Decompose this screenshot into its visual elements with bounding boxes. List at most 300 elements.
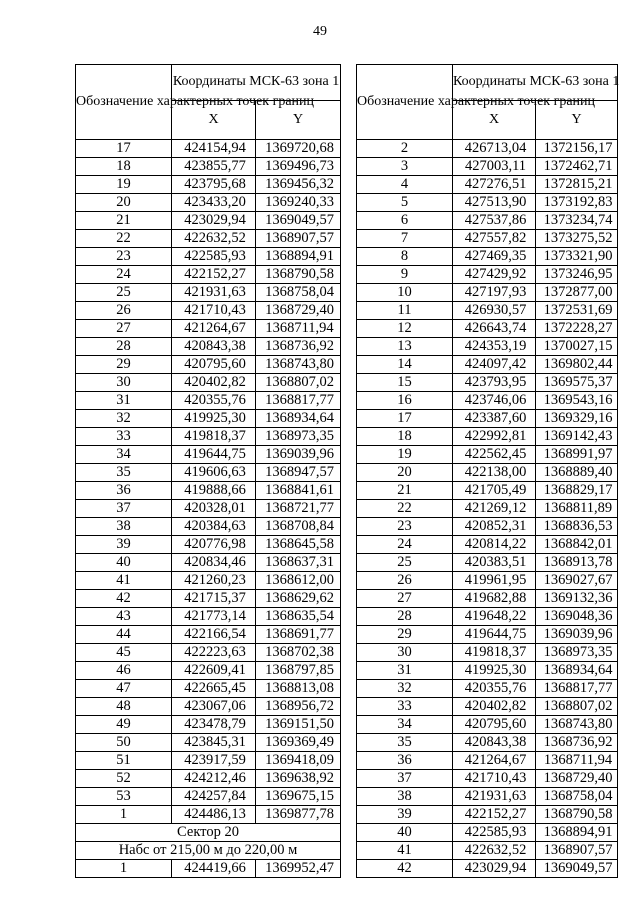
point-number: 16 (357, 392, 453, 410)
table-row (357, 374, 618, 392)
x-value: 422585,93 (453, 824, 536, 842)
point-number: 29 (357, 626, 453, 644)
y-value: 1369049,57 (536, 860, 618, 878)
point-number: 20 (357, 464, 453, 482)
x-value: 424257,84 (172, 788, 256, 806)
table-row (357, 680, 618, 698)
x-value: 424097,42 (453, 356, 536, 374)
point-number: 32 (76, 410, 172, 428)
table-row (357, 410, 618, 428)
table-row (76, 248, 341, 266)
y-value: 1368829,17 (536, 482, 618, 500)
y-value: 1369039,96 (536, 626, 618, 644)
table-row (357, 752, 618, 770)
x-value: 421705,49 (453, 482, 536, 500)
table-row (357, 158, 618, 176)
point-number: 29 (76, 356, 172, 374)
y-value: 1368934,64 (536, 662, 618, 680)
point-number: 28 (76, 338, 172, 356)
y-value: 1369039,96 (256, 446, 341, 464)
x-value: 423793,95 (453, 374, 536, 392)
y-value: 1369877,78 (256, 806, 341, 824)
y-column-header: Y (536, 100, 618, 139)
table-row (357, 500, 618, 518)
table-row (357, 464, 618, 482)
y-value: 1373192,83 (536, 194, 618, 212)
x-value: 419925,30 (453, 662, 536, 680)
x-value: 423795,68 (172, 176, 256, 194)
table-row (357, 608, 618, 626)
x-value: 419888,66 (172, 482, 256, 500)
table-row (76, 608, 341, 626)
y-value: 1368889,40 (536, 464, 618, 482)
table-row (76, 734, 341, 752)
point-number: 1 (76, 806, 172, 824)
x-value: 422152,27 (172, 266, 256, 284)
x-value: 420383,51 (453, 554, 536, 572)
table-row (76, 194, 341, 212)
y-value: 1369802,44 (536, 356, 618, 374)
y-value: 1368956,72 (256, 698, 341, 716)
y-value: 1368894,91 (536, 824, 618, 842)
point-number: 39 (357, 806, 453, 824)
x-value: 427429,92 (453, 266, 536, 284)
x-value: 419682,88 (453, 590, 536, 608)
point-number: 27 (357, 590, 453, 608)
table-row (76, 428, 341, 446)
point-number: 50 (76, 734, 172, 752)
point-number: 28 (357, 608, 453, 626)
y-value: 1368797,85 (256, 662, 341, 680)
point-number: 42 (357, 860, 453, 878)
point-number: 51 (76, 752, 172, 770)
point-number: 49 (76, 716, 172, 734)
table-row (76, 680, 341, 698)
y-value: 1372877,00 (536, 284, 618, 302)
table-row (76, 806, 341, 824)
table-row (76, 158, 341, 176)
table-row (76, 338, 341, 356)
y-value: 1368807,02 (536, 698, 618, 716)
y-value: 1369418,09 (256, 752, 341, 770)
y-value: 1369329,16 (536, 410, 618, 428)
point-number: 34 (76, 446, 172, 464)
point-number: 47 (76, 680, 172, 698)
table-row (357, 230, 618, 248)
table-row (357, 194, 618, 212)
x-value: 423387,60 (453, 410, 536, 428)
x-column-header: X (453, 100, 536, 139)
y-value: 1373321,90 (536, 248, 618, 266)
point-number: 23 (76, 248, 172, 266)
point-number: 1 (76, 860, 172, 878)
point-number: 39 (76, 536, 172, 554)
point-number: 38 (76, 518, 172, 536)
x-value: 424353,19 (453, 338, 536, 356)
table-row (357, 734, 618, 752)
point-number: 34 (357, 716, 453, 734)
point-number: 20 (76, 194, 172, 212)
point-number: 36 (357, 752, 453, 770)
point-number: 18 (357, 428, 453, 446)
right-table-body (357, 140, 618, 878)
table-row (357, 428, 618, 446)
y-value: 1368811,89 (536, 500, 618, 518)
point-number: 31 (357, 662, 453, 680)
y-value: 1372228,27 (536, 320, 618, 338)
point-number: 21 (357, 482, 453, 500)
y-value: 1368729,40 (536, 770, 618, 788)
x-value: 420402,82 (172, 374, 256, 392)
x-value: 424419,66 (172, 860, 256, 878)
table-row (76, 464, 341, 482)
point-number: 31 (76, 392, 172, 410)
table-row (76, 518, 341, 536)
x-value: 423029,94 (172, 212, 256, 230)
table-row (76, 356, 341, 374)
table-row (76, 752, 341, 770)
point-number: 7 (357, 230, 453, 248)
table-row (357, 662, 618, 680)
point-number: 24 (76, 266, 172, 284)
table-row (76, 554, 341, 572)
y-value: 1368913,78 (536, 554, 618, 572)
point-number: 22 (76, 230, 172, 248)
x-value: 420843,38 (172, 338, 256, 356)
table-row (76, 770, 341, 788)
y-value: 1368934,64 (256, 410, 341, 428)
table-row (76, 536, 341, 554)
y-value: 1368708,84 (256, 518, 341, 536)
x-value: 423433,20 (172, 194, 256, 212)
x-value: 419961,95 (453, 572, 536, 590)
table-row (76, 572, 341, 590)
table-row (357, 482, 618, 500)
y-value: 1368790,58 (256, 266, 341, 284)
table-row (76, 374, 341, 392)
y-value: 1372156,17 (536, 140, 618, 158)
x-value: 423067,06 (172, 698, 256, 716)
table-row (76, 698, 341, 716)
y-value: 1368894,91 (256, 248, 341, 266)
y-value: 1368817,77 (536, 680, 618, 698)
y-value: 1368691,77 (256, 626, 341, 644)
y-value: 1372815,21 (536, 176, 618, 194)
x-value: 422562,45 (453, 446, 536, 464)
y-value: 1368743,80 (256, 356, 341, 374)
table-row (76, 302, 341, 320)
y-value: 1368711,94 (256, 320, 341, 338)
table-row (76, 392, 341, 410)
table-row (357, 176, 618, 194)
x-value: 420355,76 (453, 680, 536, 698)
table-row (76, 212, 341, 230)
x-value: 420834,46 (172, 554, 256, 572)
x-value: 426930,57 (453, 302, 536, 320)
table-row (357, 716, 618, 734)
table-row (357, 536, 618, 554)
x-value: 421264,67 (453, 752, 536, 770)
y-value: 1370027,15 (536, 338, 618, 356)
x-value: 423029,94 (453, 860, 536, 878)
point-number: 19 (76, 176, 172, 194)
x-value: 419648,22 (453, 608, 536, 626)
y-value: 1373246,95 (536, 266, 618, 284)
y-value: 1373275,52 (536, 230, 618, 248)
point-designation-header: Обозначение характерных точек границ (76, 65, 172, 140)
y-value: 1369369,49 (256, 734, 341, 752)
sector-label: Сектор 20 (76, 824, 341, 842)
y-value: 1368758,04 (536, 788, 618, 806)
point-number: 4 (357, 176, 453, 194)
y-value: 1368807,02 (256, 374, 341, 392)
table-row (76, 320, 341, 338)
y-value: 1368841,61 (256, 482, 341, 500)
y-value: 1369132,36 (536, 590, 618, 608)
table-row (357, 338, 618, 356)
y-value: 1368842,01 (536, 536, 618, 554)
x-value: 420795,60 (172, 356, 256, 374)
y-value: 1368790,58 (536, 806, 618, 824)
x-value: 422632,52 (172, 230, 256, 248)
table-row (76, 176, 341, 194)
y-value: 1369720,68 (256, 140, 341, 158)
point-number: 41 (76, 572, 172, 590)
coordinates-header: Координаты МСК-63 зона 1 (453, 65, 618, 101)
table-row (357, 572, 618, 590)
point-number: 38 (357, 788, 453, 806)
x-value: 421710,43 (453, 770, 536, 788)
table-row (357, 140, 618, 158)
point-number: 53 (76, 788, 172, 806)
x-value: 422992,81 (453, 428, 536, 446)
table-row (357, 266, 618, 284)
point-number: 12 (357, 320, 453, 338)
x-value: 422585,93 (172, 248, 256, 266)
y-value: 1368711,94 (536, 752, 618, 770)
point-number: 17 (357, 410, 453, 428)
x-value: 421264,67 (172, 320, 256, 338)
table-row (357, 392, 618, 410)
y-value: 1368721,77 (256, 500, 341, 518)
point-number: 22 (357, 500, 453, 518)
point-number: 33 (357, 698, 453, 716)
x-value: 427537,86 (453, 212, 536, 230)
x-value: 419644,75 (172, 446, 256, 464)
point-number: 25 (76, 284, 172, 302)
x-value: 423478,79 (172, 716, 256, 734)
table-row (357, 644, 618, 662)
table-row (357, 446, 618, 464)
table-row (76, 590, 341, 608)
point-number: 43 (76, 608, 172, 626)
x-value: 420355,76 (172, 392, 256, 410)
x-value: 421260,23 (172, 572, 256, 590)
y-value: 1368612,00 (256, 572, 341, 590)
point-number: 3 (357, 158, 453, 176)
point-number: 46 (76, 662, 172, 680)
table-row (357, 698, 618, 716)
x-value: 422609,41 (172, 662, 256, 680)
table-row (357, 770, 618, 788)
x-value: 426643,74 (453, 320, 536, 338)
coordinates-table-right (356, 64, 618, 878)
point-number: 26 (76, 302, 172, 320)
x-value: 424154,94 (172, 140, 256, 158)
table-row (357, 788, 618, 806)
y-value: 1369675,15 (256, 788, 341, 806)
y-value: 1369575,37 (536, 374, 618, 392)
x-value: 421269,12 (453, 500, 536, 518)
x-value: 427276,51 (453, 176, 536, 194)
table-row (76, 662, 341, 680)
x-value: 420384,63 (172, 518, 256, 536)
sector-row (76, 824, 341, 842)
x-value: 419818,37 (453, 644, 536, 662)
point-number: 17 (76, 140, 172, 158)
x-value: 423917,59 (172, 752, 256, 770)
x-value: 420795,60 (453, 716, 536, 734)
y-value: 1368635,54 (256, 608, 341, 626)
x-value: 421773,14 (172, 608, 256, 626)
x-value: 420843,38 (453, 734, 536, 752)
y-value: 1369638,92 (256, 770, 341, 788)
x-value: 422138,00 (453, 464, 536, 482)
point-number: 30 (357, 644, 453, 662)
y-value: 1369456,32 (256, 176, 341, 194)
x-value: 419606,63 (172, 464, 256, 482)
left-table-body (76, 140, 341, 824)
x-value: 427513,90 (453, 194, 536, 212)
point-number: 19 (357, 446, 453, 464)
x-column-header: X (172, 100, 256, 139)
point-number: 2 (357, 140, 453, 158)
x-value: 421931,63 (453, 788, 536, 806)
y-value: 1369027,67 (536, 572, 618, 590)
point-number: 8 (357, 248, 453, 266)
x-value: 420852,31 (453, 518, 536, 536)
table-row (357, 248, 618, 266)
point-number: 45 (76, 644, 172, 662)
point-number: 32 (357, 680, 453, 698)
y-value: 1368907,57 (536, 842, 618, 860)
y-value: 1368907,57 (256, 230, 341, 248)
table-row (357, 626, 618, 644)
x-value: 422665,45 (172, 680, 256, 698)
table-row (76, 860, 341, 878)
point-number: 40 (357, 824, 453, 842)
x-value: 422223,63 (172, 644, 256, 662)
table-row (357, 554, 618, 572)
y-value: 1372531,69 (536, 302, 618, 320)
y-value: 1368991,97 (536, 446, 618, 464)
y-value: 1368736,92 (536, 734, 618, 752)
x-value: 421931,63 (172, 284, 256, 302)
y-value: 1369952,47 (256, 860, 341, 878)
point-number: 40 (76, 554, 172, 572)
page-number: 49 (313, 24, 327, 39)
point-number: 25 (357, 554, 453, 572)
table-row (76, 788, 341, 806)
y-value: 1368736,92 (256, 338, 341, 356)
point-number: 52 (76, 770, 172, 788)
x-value: 420776,98 (172, 536, 256, 554)
point-number: 5 (357, 194, 453, 212)
y-value: 1368836,53 (536, 518, 618, 536)
y-value: 1368758,04 (256, 284, 341, 302)
x-value: 427469,35 (453, 248, 536, 266)
table-row (357, 320, 618, 338)
y-value: 1369543,16 (536, 392, 618, 410)
coordinates-header: Координаты МСК-63 зона 1 (172, 65, 341, 101)
table-row (357, 842, 618, 860)
point-number: 30 (76, 374, 172, 392)
coordinates-table-left (75, 64, 341, 878)
y-value: 1368973,35 (536, 644, 618, 662)
table-row (357, 284, 618, 302)
y-value: 1369151,50 (256, 716, 341, 734)
y-value: 1373234,74 (536, 212, 618, 230)
y-value: 1368729,40 (256, 302, 341, 320)
table-row (357, 212, 618, 230)
x-value: 420328,01 (172, 500, 256, 518)
y-value: 1369048,36 (536, 608, 618, 626)
point-number: 37 (76, 500, 172, 518)
table-row (76, 284, 341, 302)
range-row (76, 842, 341, 860)
height-range-label: Набс от 215,00 м до 220,00 м (76, 842, 341, 860)
point-number: 21 (76, 212, 172, 230)
y-value: 1369240,33 (256, 194, 341, 212)
table-row (76, 266, 341, 284)
x-value: 424486,13 (172, 806, 256, 824)
x-value: 422152,27 (453, 806, 536, 824)
x-value: 421710,43 (172, 302, 256, 320)
x-value: 427003,11 (453, 158, 536, 176)
table-row (357, 518, 618, 536)
x-value: 427557,82 (453, 230, 536, 248)
y-value: 1368973,35 (256, 428, 341, 446)
table-row (357, 356, 618, 374)
x-value: 423845,31 (172, 734, 256, 752)
table-row (357, 860, 618, 878)
y-value: 1368813,08 (256, 680, 341, 698)
point-number: 37 (357, 770, 453, 788)
x-value: 423855,77 (172, 158, 256, 176)
table-row (76, 500, 341, 518)
point-number: 24 (357, 536, 453, 554)
table-row (76, 410, 341, 428)
point-number: 35 (76, 464, 172, 482)
table-row (357, 302, 618, 320)
point-number: 23 (357, 518, 453, 536)
x-value: 426713,04 (453, 140, 536, 158)
x-value: 421715,37 (172, 590, 256, 608)
y-value: 1369142,43 (536, 428, 618, 446)
point-number: 41 (357, 842, 453, 860)
point-number: 33 (76, 428, 172, 446)
point-number: 10 (357, 284, 453, 302)
x-value: 420402,82 (453, 698, 536, 716)
y-value: 1369049,57 (256, 212, 341, 230)
point-number: 15 (357, 374, 453, 392)
x-value: 420814,22 (453, 536, 536, 554)
y-column-header: Y (256, 100, 341, 139)
table-row (357, 590, 618, 608)
point-number: 26 (357, 572, 453, 590)
table-row (76, 716, 341, 734)
point-number: 36 (76, 482, 172, 500)
